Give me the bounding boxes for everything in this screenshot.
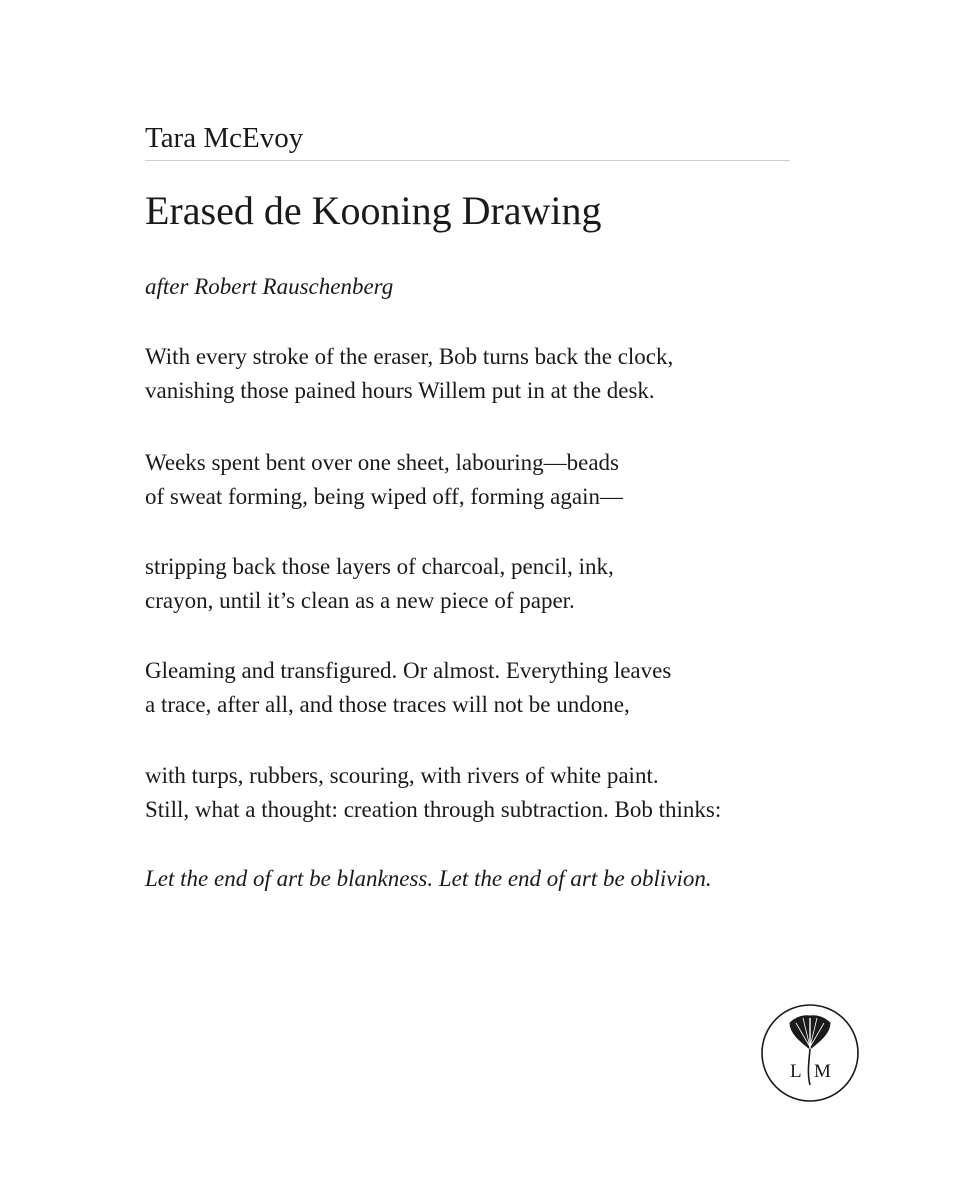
logo-letter-l: L bbox=[790, 1061, 802, 1082]
publisher-logo bbox=[760, 1003, 860, 1103]
poem-epigraph: after Robert Rauschenberg bbox=[145, 274, 394, 299]
ginkgo-leaf-icon bbox=[760, 1003, 860, 1103]
poem-title: Erased de Kooning Drawing bbox=[145, 188, 602, 233]
poem-line: vanishing those pained hours Willem put in at the desk. bbox=[145, 378, 655, 403]
stanza-6 bbox=[145, 862, 712, 896]
stanza-5 bbox=[145, 759, 721, 827]
author-divider bbox=[145, 160, 790, 161]
poem-line: of sweat forming, being wiped off, forming again— bbox=[145, 484, 623, 509]
poem-line: with turps, rubbers, scouring, with rivers of white paint. bbox=[145, 763, 659, 788]
poem-line: Weeks spent bent over one sheet, labouring—beads bbox=[145, 450, 619, 475]
poem-line: Still, what a thought: creation through subtraction. Bob thinks: bbox=[145, 797, 722, 822]
stanza-2 bbox=[145, 446, 623, 514]
poem-line: With every stroke of the eraser, Bob turns back the clock, bbox=[145, 344, 674, 369]
poem-line-final: Let the end of art be blankness. Let the end of art be oblivion. bbox=[145, 866, 712, 891]
stanza-3 bbox=[145, 550, 614, 618]
poem-line: a trace, after all, and those traces will not be undone, bbox=[145, 692, 630, 717]
stanza-4 bbox=[145, 654, 671, 722]
stanza-1 bbox=[145, 340, 673, 408]
logo-letter-m: M bbox=[814, 1061, 831, 1082]
poem-author: Tara McEvoy bbox=[145, 122, 304, 154]
poem-line: Gleaming and transfigured. Or almost. Everything leaves bbox=[145, 658, 672, 683]
poem-line: stripping back those layers of charcoal, pencil, ink, bbox=[145, 554, 614, 579]
poem-line: crayon, until it’s clean as a new piece of paper. bbox=[145, 588, 575, 613]
